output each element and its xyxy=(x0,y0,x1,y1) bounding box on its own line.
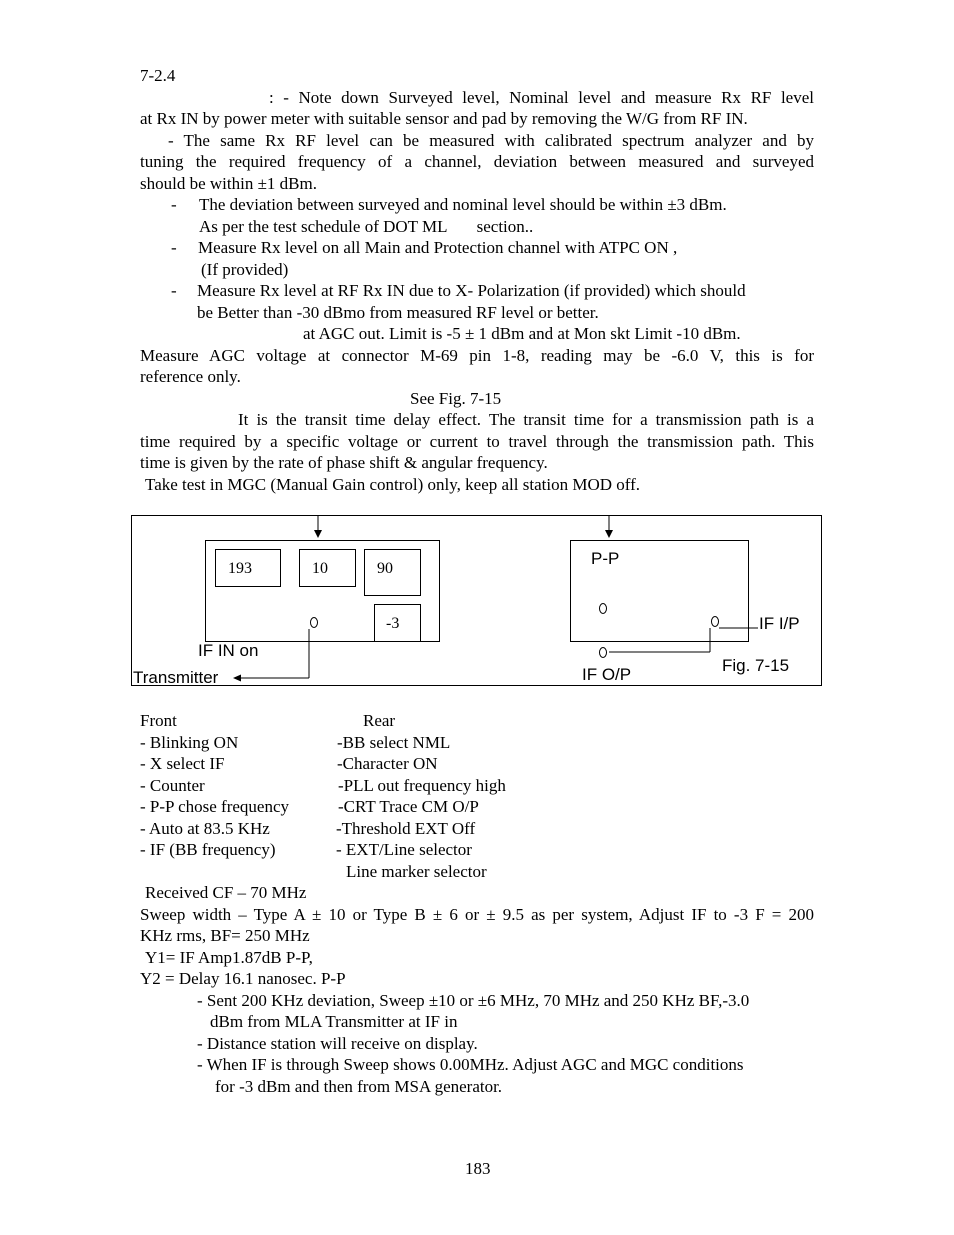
rear-header: Rear xyxy=(363,711,396,730)
page-number: 183 xyxy=(465,1159,491,1178)
sweep-line: Sweep width – Type A ± 10 or Type B ± 6 or ± 9.5 as per system, Adjust IF to -3 F = 200 xyxy=(140,905,814,924)
section-number: 7-2.4 xyxy=(140,66,176,85)
spectrum-line: - The same Rx RF level can be measured with calibrated spectrum analyzer and by xyxy=(168,131,814,150)
rear-item: -PLL out frequency high xyxy=(338,776,506,795)
spectrum-line: should be within ±1 dBm. xyxy=(140,174,317,193)
rear-item: -Threshold EXT Off xyxy=(336,819,476,838)
see-fig-reference: See Fig. 7-15 xyxy=(410,389,502,408)
bullet-dash: - xyxy=(171,238,177,257)
if-op-label: IF O/P xyxy=(582,665,632,684)
bullet-text: As per the test schedule of DOT ML section.. xyxy=(199,217,534,236)
if-in-on-label: IF IN on xyxy=(198,641,259,660)
figure-caption: Fig. 7-15 xyxy=(722,656,790,675)
pp-label: P-P xyxy=(591,549,620,568)
rear-item: - EXT/Line selector xyxy=(336,840,472,859)
agc-line: at AGC out. Limit is -5 ± 1 dBm and at Mon skt Limit -10 dBm. xyxy=(303,324,741,343)
front-item: - IF (BB frequency) xyxy=(140,840,276,859)
display-value: 193 xyxy=(228,560,252,577)
bullet-text: Measure Rx level on all Main and Protection channel with ATPC ON , xyxy=(198,238,678,257)
received-cf: Received CF – 70 MHz xyxy=(145,883,307,902)
delay-line: time required by a specific voltage or current to travel through the transmission path. This xyxy=(140,432,814,451)
if-ip-label: IF I/P xyxy=(759,614,800,633)
sweep-line: KHz rms, BF= 250 MHz xyxy=(140,926,310,945)
transmitter-label: Transmitter xyxy=(133,668,219,687)
front-item: - Counter xyxy=(140,776,205,795)
bullet-text: The deviation between surveyed and nominal level should be within ±3 dBm. xyxy=(199,195,727,214)
y1-value: Y1= IF Amp1.87dB P-P, xyxy=(145,948,313,967)
display-value: -3 xyxy=(386,615,400,632)
front-item: - Blinking ON xyxy=(140,733,239,752)
step-line: for -3 dBm and then from MSA generator. xyxy=(215,1077,503,1096)
rear-item: Line marker selector xyxy=(346,862,487,881)
front-item: - Auto at 83.5 KHz xyxy=(140,819,270,838)
agc-voltage-line: Measure AGC voltage at connector M-69 pin 1-8, reading may be -6.0 V, this is for xyxy=(140,346,814,365)
step-line: - When IF is through Sweep shows 0.00MHz. Adjust AGC and MGC conditions xyxy=(197,1055,744,1074)
display-value: 90 xyxy=(377,560,393,577)
front-item: - X select IF xyxy=(140,754,225,773)
bullet-text: be Better than -30 dBmo from measured RF level or better. xyxy=(197,303,599,322)
rear-item: -Character ON xyxy=(337,754,438,773)
figure-7-15 xyxy=(131,515,822,686)
bullet-text: (If provided) xyxy=(201,260,289,279)
bullet-dash: - xyxy=(171,195,177,214)
agc-voltage-line: reference only. xyxy=(140,367,241,386)
front-header: Front xyxy=(140,711,177,730)
display-value: 10 xyxy=(312,560,328,577)
delay-line: time is given by the rate of phase shift & angular frequency. xyxy=(140,453,548,472)
rear-item: -CRT Trace CM O/P xyxy=(338,797,479,816)
y2-value: Y2 = Delay 16.1 nanosec. P-P xyxy=(140,969,346,988)
step-line: - Sent 200 KHz deviation, Sweep ±10 or ±6 MHz, 70 MHz and 250 KHz BF,-3.0 xyxy=(197,991,750,1010)
mgc-line: Take test in MGC (Manual Gain control) only, keep all station MOD off. xyxy=(145,475,641,494)
rx-level-line: at Rx IN by power meter with suitable sensor and pad by removing the W/G from RF IN. xyxy=(140,109,748,128)
step-line: dBm from MLA Transmitter at IF in xyxy=(210,1012,458,1031)
diagram-connection-lines xyxy=(132,516,821,685)
spectrum-line: tuning the required frequency of a channel, deviation between measured and surveyed xyxy=(140,152,814,171)
front-item: - P-P chose frequency xyxy=(140,797,290,816)
step-line: - Distance station will receive on display. xyxy=(197,1034,478,1053)
bullet-text: Measure Rx level at RF Rx IN due to X- Polarization (if provided) which should xyxy=(197,281,746,300)
rear-item: -BB select NML xyxy=(337,733,451,752)
bullet-dash: - xyxy=(171,281,177,300)
delay-line: It is the transit time delay effect. The transit time for a transmission path is a xyxy=(238,410,814,429)
rx-level-line: : - Note down Surveyed level, Nominal level and measure Rx RF level xyxy=(269,88,814,107)
